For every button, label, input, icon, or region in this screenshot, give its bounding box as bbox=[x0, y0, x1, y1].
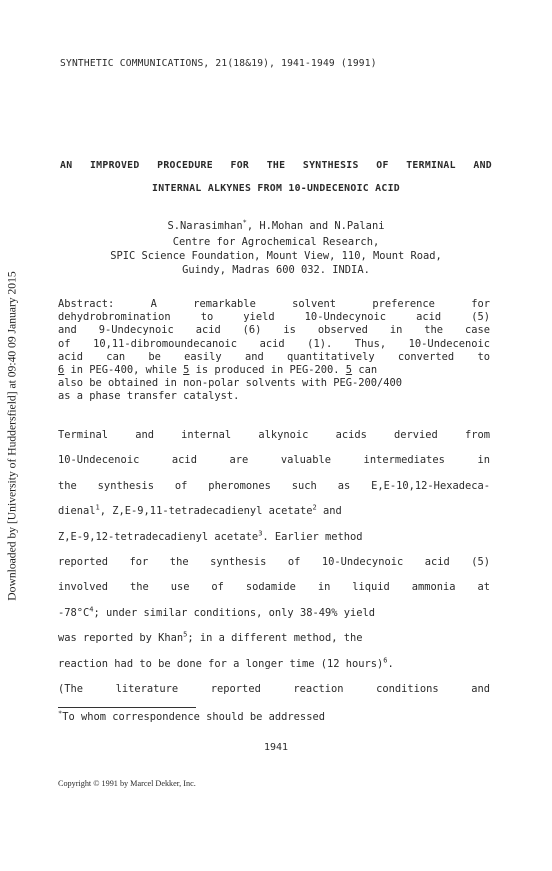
authors bbox=[60, 220, 492, 232]
body-text-span: -78°C bbox=[58, 606, 90, 619]
body-text-span: ; under similar conditions, only 38-49% yield bbox=[93, 606, 376, 619]
body-line bbox=[58, 606, 490, 631]
copyright-notice: Copyright © 1991 by Marcel Dekker, Inc. bbox=[58, 779, 196, 788]
body-line: the synthesis of pheromones such as E,E-10,12-Hexadeca- bbox=[58, 479, 490, 492]
body-line bbox=[58, 530, 490, 555]
abstract-line: of 10,11-dibromoundecanoic acid (1). Thus, 10-Undecenoic bbox=[58, 337, 490, 350]
affiliation-line-1: Centre for Agrochemical Research, bbox=[172, 236, 380, 248]
body-line: 10-Undecenoic acid are valuable intermediates in bbox=[58, 454, 490, 467]
body-text-span: Z,E-9,12-tetradecadienyl acetate bbox=[58, 530, 259, 543]
download-watermark-text: Downloaded by [University of Huddersfield] at 09:40 09 January 2015 bbox=[5, 271, 19, 601]
body-text-span: . Earlier method bbox=[262, 530, 363, 543]
abstract-line: also be obtained in non-polar solvents with PEG-200/400 bbox=[58, 377, 403, 390]
abstract-line: as a phase transfer catalyst. bbox=[58, 390, 240, 403]
compound-number: 6 bbox=[58, 363, 65, 376]
download-watermark bbox=[0, 0, 24, 871]
body-line: involved the use of sodamide in liquid ammonia at bbox=[58, 581, 490, 594]
abstract-text: in PEG-400, while bbox=[64, 363, 184, 376]
abstract-line: and 9-Undecynoic acid (6) is observed in the case bbox=[58, 324, 490, 337]
body-line: (The literature reported reaction conditions and bbox=[58, 682, 490, 695]
reference-superscript: 2 bbox=[312, 503, 317, 512]
body-text bbox=[58, 428, 490, 707]
reference-superscript: 6 bbox=[383, 656, 388, 665]
author-primary: S.Narasimhan bbox=[167, 220, 243, 232]
abstract-line: acid can be easily and quantitatively converted to bbox=[58, 350, 490, 363]
abstract bbox=[58, 298, 490, 404]
reference-superscript: 5 bbox=[183, 630, 188, 639]
compound-number: 5 bbox=[183, 363, 190, 376]
abstract-line: dehydrobromination to yield 10-Undecynoic acid (5) bbox=[58, 311, 490, 324]
reference-superscript: 3 bbox=[258, 529, 263, 538]
footnote-rule bbox=[58, 707, 196, 708]
body-text-span: ; in a different method, the bbox=[187, 632, 363, 645]
body-line: reported for the synthesis of 10-Undecynoic acid (5) bbox=[58, 555, 490, 568]
author-others: , H.Mohan and N.Palani bbox=[246, 220, 385, 232]
title-line-1: AN IMPROVED PROCEDURE FOR THE SYNTHESIS OF TERMINAL AND bbox=[60, 160, 492, 171]
corresponding-author-mark: * bbox=[242, 218, 247, 227]
page-number: 1941 bbox=[263, 742, 289, 753]
affiliation-line-2: SPIC Science Foundation, Mount View, 110, Mount Road, bbox=[110, 250, 442, 262]
reference-superscript: 4 bbox=[89, 605, 94, 614]
body-line bbox=[58, 657, 490, 682]
body-text-span: reaction had to be done for a longer time (12 hours) bbox=[58, 657, 384, 670]
abstract-line: Abstract: A remarkable solvent preference for bbox=[58, 298, 490, 310]
body-text-span: was reported by Khan bbox=[58, 632, 184, 645]
body-text-span: . bbox=[387, 657, 394, 670]
reference-superscript: 1 bbox=[95, 503, 100, 512]
body-text-span: , Z,E-9,11-tetradecadienyl acetate bbox=[99, 505, 313, 518]
body-line bbox=[58, 631, 490, 656]
abstract-line bbox=[58, 364, 490, 377]
compound-number: 5 bbox=[345, 363, 353, 376]
footnote-star: * bbox=[58, 709, 63, 718]
body-text-span: dienal bbox=[58, 505, 96, 518]
body-text-span: and bbox=[316, 505, 342, 518]
journal-header: SYNTHETIC COMMUNICATIONS, 21(18&19), 1941-1949 (1991) bbox=[60, 58, 377, 69]
footnote-text: To whom correspondence should be addressed bbox=[62, 711, 325, 723]
body-line: Terminal and internal alkynoic acids dervied from bbox=[58, 429, 490, 441]
abstract-text: can bbox=[352, 363, 378, 376]
title-line-2: INTERNAL ALKYNES FROM 10-UNDECENOIC ACID bbox=[152, 183, 400, 194]
abstract-text: is produced in PEG-200. bbox=[189, 363, 346, 376]
affiliation-line-3: Guindy, Madras 600 032. INDIA. bbox=[182, 264, 370, 276]
body-line bbox=[58, 504, 490, 529]
footnote bbox=[58, 711, 325, 723]
